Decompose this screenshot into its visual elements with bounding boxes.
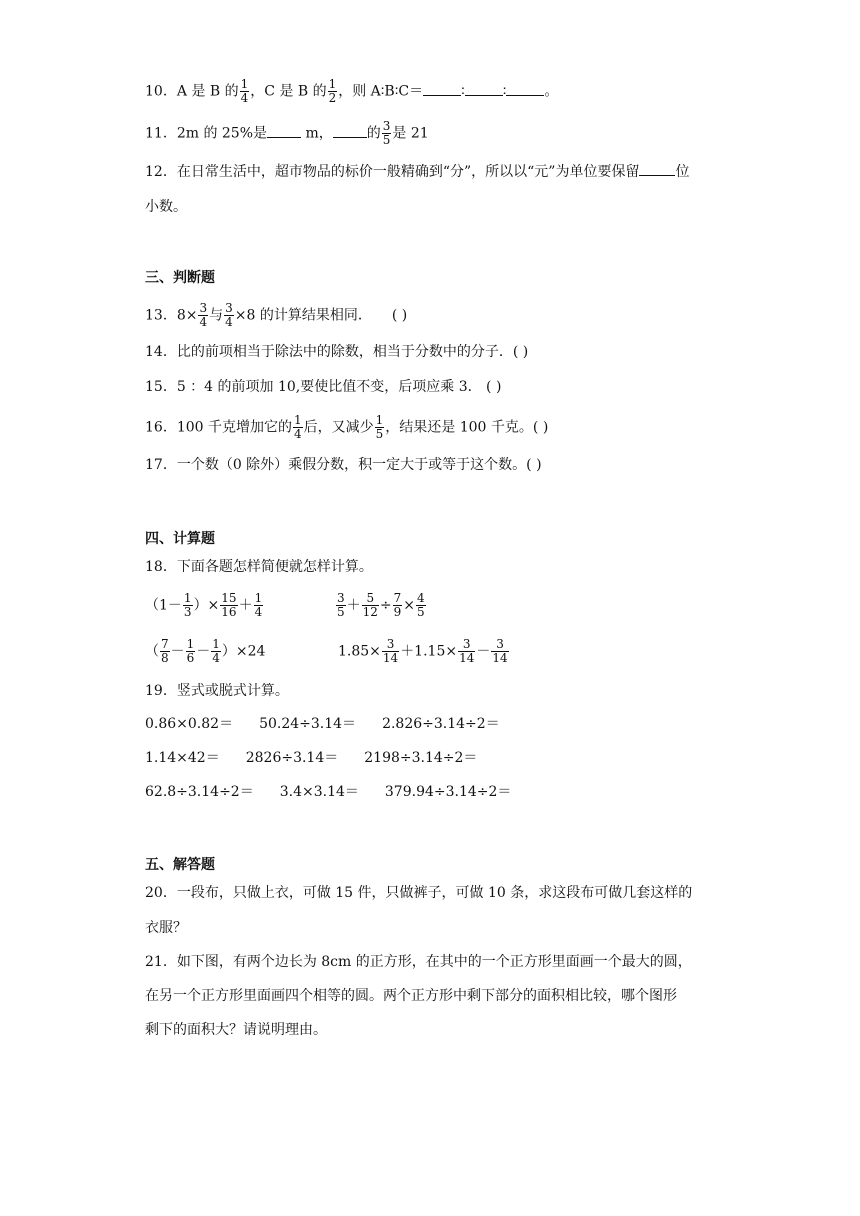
section-heading-word-problems: 五、解答题: [145, 857, 215, 873]
calc-item: 0.86×0.82＝: [145, 716, 234, 732]
section-heading-calculation: 四、计算题: [145, 531, 215, 547]
question-20-line-1: 20．一段布，只做上衣，可做 15 件，只做裤子，可做 10 条，求这段布可做几套这样的: [145, 885, 693, 901]
q10-text-2: ，C 是 B 的: [250, 83, 327, 100]
calc-row: [145, 782, 511, 802]
fraction: $\frac{1}{2}$: [328, 77, 337, 105]
answer-paren[interactable]: ( ): [391, 307, 408, 324]
fraction: $\frac{7}{8}$: [161, 637, 169, 665]
calc-item: 1.14×42＝: [145, 750, 220, 766]
answer-blank[interactable]: [639, 163, 675, 176]
fraction: $\frac{1}{3}$: [183, 591, 192, 619]
section-heading-judgement: 三、判断题: [145, 270, 215, 286]
answer-blank[interactable]: [506, 83, 544, 96]
answer-blank[interactable]: [267, 125, 301, 138]
fraction: $\frac{1}{6}$: [186, 637, 195, 665]
fraction: $\frac{3}{14}$: [492, 637, 508, 665]
answer-blank[interactable]: [465, 83, 503, 96]
fraction: $\frac{4}{5}$: [417, 591, 425, 619]
question-14: 14．比的前项相当于除法中的除数，相当于分数中的分子．( ): [145, 344, 529, 360]
fraction: $\frac{5}{12}$: [362, 591, 378, 619]
question-10: 10．A 是 B 的 $\frac{1}{4}$ ，C 是 B 的 $\frac{1}{2}$ ，则 A∶B∶C＝ ∶ ∶ 。: [145, 77, 559, 105]
answer-blank[interactable]: [333, 125, 367, 138]
expression-18-1: （1－ $\frac{1}{3}$ ）× $\frac{15}{16}$ ＋ $\frac{1}{4}$: [145, 591, 263, 619]
question-21-line-2: 在另一个正方形里面画四个相等的圆。两个正方形中剩下部分的面积相比较，哪个图形: [145, 988, 677, 1004]
question-12: 12．在日常生活中，超市物品的标价一般精确到“分”，所以以“元”为单位要保留 位: [145, 164, 690, 180]
fraction: $\frac{3}{5}$: [382, 119, 391, 147]
question-21-line-3: 剩下的面积大？请说明理由。: [145, 1022, 327, 1038]
expression-18-4: 1.85× $\frac{3}{14}$ ＋1.15× $\frac{3}{14}$ － $\frac{3}{14}$: [338, 637, 508, 665]
question-15: 15．5 ：4 的前项加 10,要使比值不变，后项应乘 3． ( ): [145, 379, 502, 395]
fraction: $\frac{1}{4}$: [294, 413, 302, 441]
fraction: $\frac{3}{14}$: [382, 637, 399, 665]
calc-item: 2198÷3.14÷2＝: [364, 750, 478, 766]
calc-item: 62.8÷3.14÷2＝: [145, 784, 254, 800]
fraction: $\frac{3}{4}$: [225, 301, 233, 329]
question-13: 13．8× $\frac{3}{4}$ 与 $\frac{3}{4}$ ×8 的计算结果相同． ( ): [145, 301, 408, 329]
question-17: 17．一个数（0 除外）乘假分数，积一定大于或等于这个数。( ): [145, 457, 542, 473]
fraction: $\frac{3}{5}$: [337, 591, 345, 619]
calc-item: 2.826÷3.14÷2＝: [382, 716, 500, 732]
calc-item: 3.4×3.14＝: [279, 784, 359, 800]
fraction: $\frac{3}{14}$: [459, 637, 475, 665]
fraction: $\frac{15}{16}$: [221, 591, 237, 619]
calc-item: 2826÷3.14＝: [245, 750, 339, 766]
fraction: $\frac{1}{5}$: [375, 413, 384, 441]
calc-row: [145, 714, 500, 734]
answer-blank[interactable]: [423, 83, 461, 96]
q10-text-1: 10．A 是 B 的: [145, 83, 239, 100]
question-11: 11．2m 的 25%是 m， 的 $\frac{3}{5}$ 是 21: [145, 119, 429, 147]
expression-18-2: $\frac{3}{5}$ ＋ $\frac{5}{12}$ ÷ $\frac{7}{9}$ × $\frac{4}{5}$: [337, 591, 425, 619]
fraction: $\frac{1}{4}$: [240, 77, 249, 105]
question-21-line-1: 21．如下图，有两个边长为 8cm 的正方形，在其中的一个正方形里面画一个最大的圆，: [145, 954, 692, 970]
calc-item: 50.24÷3.14＝: [259, 716, 357, 732]
expression-18-3: （ $\frac{7}{8}$ － $\frac{1}{6}$ － $\frac{1}{4}$ ）×24: [145, 637, 266, 665]
question-19-title: 19．竖式或脱式计算。: [145, 683, 289, 699]
q10-text-3: ，则 A∶B∶C＝: [338, 83, 424, 100]
question-20-line-2: 衣服？: [145, 920, 187, 936]
question-16: 16．100 千克增加它的 $\frac{1}{4}$ 后，又减少 $\frac{1}{5}$ ，结果还是 100 千克。( ): [145, 413, 549, 441]
fraction: $\frac{7}{9}$: [393, 591, 402, 619]
question-12-line-2: 小数。: [145, 199, 187, 215]
fraction: $\frac{1}{4}$: [254, 591, 263, 619]
calc-row: [145, 748, 477, 768]
calc-item: 379.94÷3.14÷2＝: [384, 784, 512, 800]
question-18-title: 18．下面各题怎样简便就怎样计算。: [145, 559, 373, 575]
fraction: $\frac{3}{4}$: [199, 301, 208, 329]
fraction: $\frac{1}{4}$: [212, 637, 220, 665]
